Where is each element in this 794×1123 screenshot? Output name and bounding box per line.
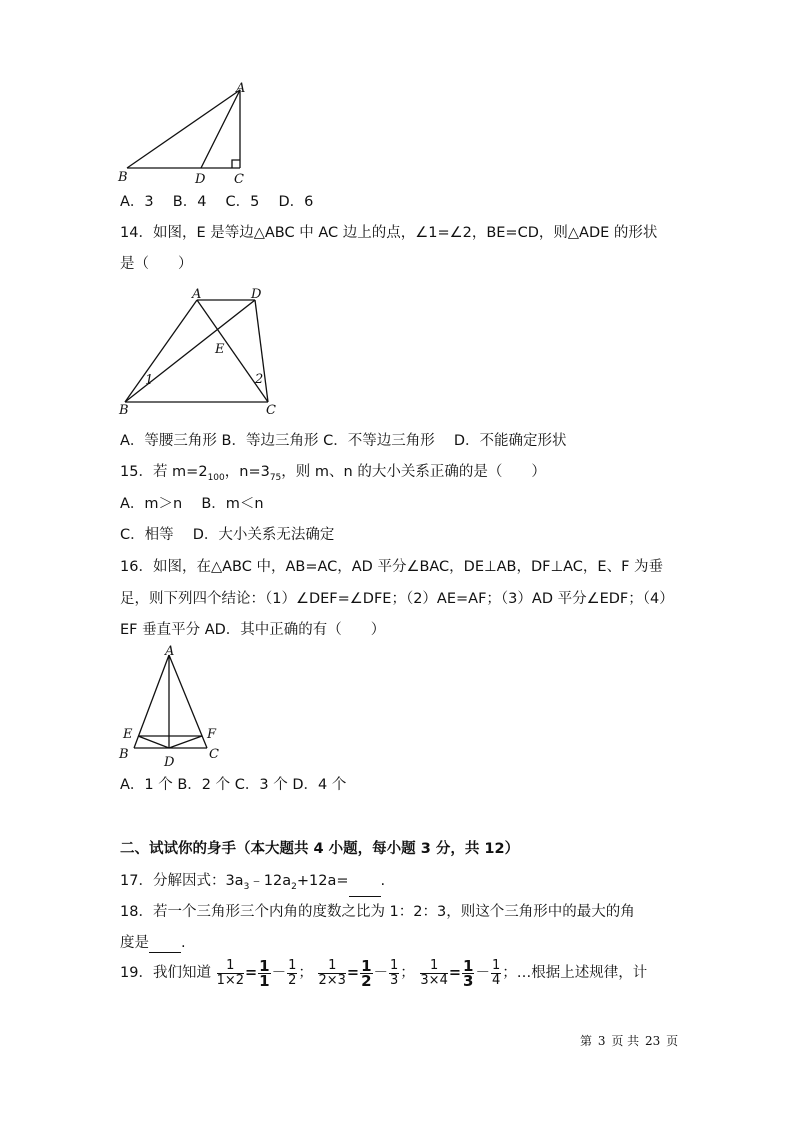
label-b: B [119,403,129,418]
page-total: 23 [644,1034,661,1048]
fraction: $\frac{1}{2}$ [288,957,297,988]
q17-exponent-2: 2 [291,881,297,892]
label-d: D [164,755,175,770]
q17-suffix: . [380,873,386,889]
q18-stem-line1: 18．若一个三角形三个内角的度数之比为 1：2：3，则这个三角形中的最大的角 [120,904,635,920]
label-angle-1: 1 [145,373,154,388]
q15-mid: ，n=3 [224,464,270,480]
q14-stem-line2: 是（ ） [120,256,193,272]
label-b: B [119,747,129,762]
fraction: $\frac{1}{3\times 4}$ [420,957,448,988]
q13-triangle-figure [115,80,255,188]
q16-options: A．1 个 B．2 个 C．3 个 D．4 个 [120,777,347,793]
q13-options: A．3 B．4 C．5 D．6 [120,194,314,210]
page-number: 3 [597,1034,606,1048]
label-c: C [209,747,219,762]
q15-exponent-2: 75 [269,472,282,483]
q17-stem [120,871,385,897]
q14-stem-line1: 14．如图，E 是等边△ABC 中 AC 边上的点，∠1=∠2，BE=CD，则△ADE 的形状 [120,225,658,241]
q18-stem-line2 [120,933,186,953]
q15-suffix: ，则 m、n 的大小关系正确的是（ ） [281,464,546,480]
q15-stem [120,462,546,488]
q17-prefix: 17．分解因式：3a [120,873,244,889]
q15-options-line1: A．m＞n B．m＜n [120,496,264,512]
label-d: D [195,172,206,187]
q15-exponent-1: 100 [207,472,225,483]
q16-stem-line3: EF 垂直平分 AD．其中正确的有（ ） [120,622,386,638]
q19-prefix: 19．我们知道 [120,965,211,981]
fraction: $\frac{1}{2\times 3}$ [318,957,346,988]
label-d: D [251,287,262,302]
q16-triangle-figure [115,645,225,770]
label-a: A [236,81,246,96]
q15-options-line2: C．相等 D．大小关系无法确定 [120,527,335,543]
q18-suffix: . [181,935,186,951]
label-a: A [165,645,175,659]
label-c: C [234,172,244,187]
q17-answer-blank[interactable] [349,882,381,897]
q18-answer-blank[interactable] [149,938,181,953]
q18-prefix: 度是 [120,935,149,951]
q15-prefix: 15．若 m=2 [120,464,208,480]
q16-stem-line2: 足，则下列四个结论：（1）∠DEF=∠DFE；（2）AE=AF；（3）AD 平分∠EDF；（4） [120,591,674,607]
fraction: $\frac{1}{1\times 2}$ [216,957,244,988]
label-a: A [192,287,202,302]
fraction: $\frac{1}{4}$ [491,957,501,988]
fraction: $\frac{1}{1}$ [259,956,270,990]
q17-mid2: +12a= [296,873,349,889]
label-e: E [215,342,225,357]
fraction: $\frac{1}{2}$ [361,956,372,990]
label-c: C [266,403,276,418]
page-footer: 第 3 页 共 23 页 [580,1034,679,1048]
label-b: B [118,170,128,185]
label-e: E [123,727,133,742]
label-f: F [207,727,217,742]
fraction: $\frac{1}{3}$ [390,957,399,988]
q19-stem: 19．我们知道 $\frac{1}{1\times 2}$ = $\frac{1}{1}$ － $\frac{1}{2}$ ； $\frac{1}{2\times 3}$ = $\frac{1}{2}$ － $\frac{1}{3}$ ； $\frac{1}{3\times 4}$ = $\frac{1}{3}$ － $\frac{1}{4}$ ；…根据上述规律，计 [120,956,648,990]
q19-suffix: ；…根据上述规律，计 [502,965,648,981]
fraction: $\frac{1}{3}$ [463,956,474,990]
q17-exponent-1: 3 [243,881,250,892]
q17-mid1: ﹣12a [249,873,292,889]
q16-stem-line1: 16．如图，在△ABC 中，AB=AC，AD 平分∠BAC，DE⊥AB，DF⊥AC，E、F 为垂 [120,559,664,575]
section-2-title: 二、试试你的身手（本大题共 4 小题，每小题 3 分，共 12） [120,841,520,857]
label-angle-2: 2 [255,372,264,387]
q14-options: A．等腰三角形 B．等边三角形 C．不等边三角形 D．不能确定形状 [120,433,567,449]
q14-triangle-figure [115,285,285,420]
